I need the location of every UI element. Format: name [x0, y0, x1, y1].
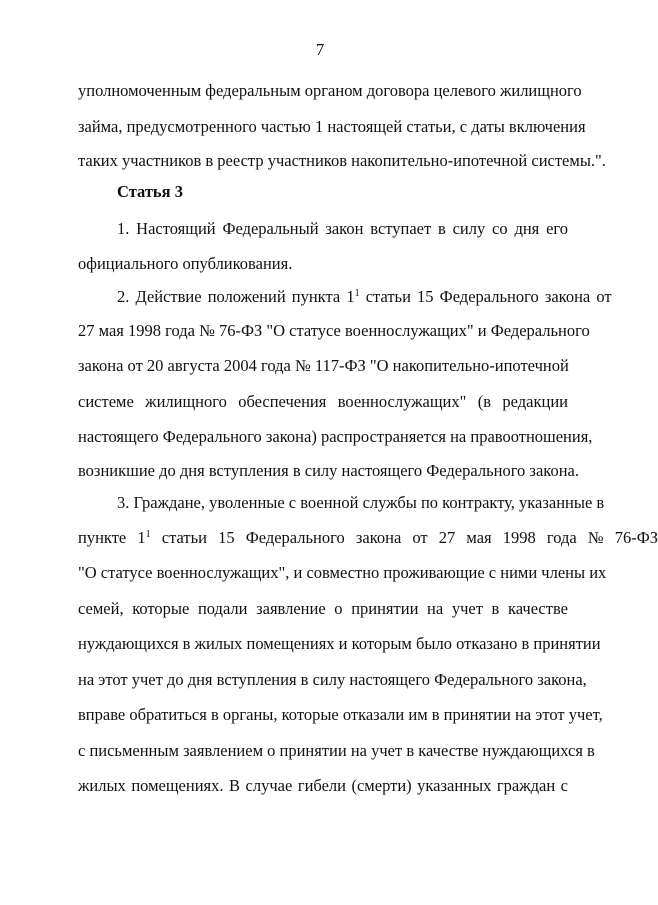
text-line: на этот учет до дня вступления в силу настоящего Федерального закона, [78, 670, 587, 689]
superscript: 1 [145, 529, 151, 540]
article-heading: Статья 3 [117, 182, 183, 201]
text-fragment: пункте 1 [78, 528, 146, 547]
text-line: с письменным заявлением о принятии на учет в качестве нуждающихся в [78, 741, 595, 760]
text-line: 3. Граждане, уволенные с военной службы по контракту, указанные в [117, 493, 605, 512]
text-line: возникшие до дня вступления в силу настоящего Федерального закона. [78, 461, 579, 480]
text-line: займа, предусмотренного частью 1 настоящей статьи, с даты включения [78, 117, 586, 136]
text-fragment: статьи 15 Федерального закона от [359, 287, 612, 306]
text-fragment: 2. Действие положений пункта 1 [117, 287, 355, 306]
text-line: закона от 20 августа 2004 года № 117-ФЗ "О накопительно-ипотечной [78, 356, 569, 375]
text-line [78, 527, 658, 549]
text-line: вправе обратиться в органы, которые отказали им в принятии на этот учет, [78, 705, 603, 724]
text-line: "О статусе военнослужащих", и совместно проживающие с ними члены их [78, 563, 607, 582]
text-line: официального опубликования. [78, 254, 293, 273]
text-fragment: статьи 15 Федерального закона от 27 мая 1998 года № 76-ФЗ [150, 528, 658, 547]
text-line: семей, которые подали заявление о принятии на учет в качестве [78, 599, 568, 618]
text-line: таких участников в реестр участников накопительно-ипотечной системы.". [78, 151, 606, 170]
superscript: 1 [354, 288, 360, 299]
page-number: 7 [315, 40, 325, 59]
text-line: уполномоченным федеральным органом договора целевого жилищного [78, 81, 582, 100]
text-line: 27 мая 1998 года № 76-ФЗ "О статусе военнослужащих" и Федерального [78, 321, 590, 340]
text-line: жилых помещениях. В случае гибели (смерти) указанных граждан с [78, 776, 568, 795]
text-line: 1. Настоящий Федеральный закон вступает в силу со дня его [117, 219, 568, 238]
text-line: настоящего Федерального закона) распространяется на правоотношения, [78, 427, 593, 446]
text-line: нуждающихся в жилых помещениях и которым было отказано в принятии [78, 634, 601, 653]
text-line: системе жилищного обеспечения военнослужащих" (в редакции [78, 392, 568, 411]
text-line [117, 286, 612, 308]
